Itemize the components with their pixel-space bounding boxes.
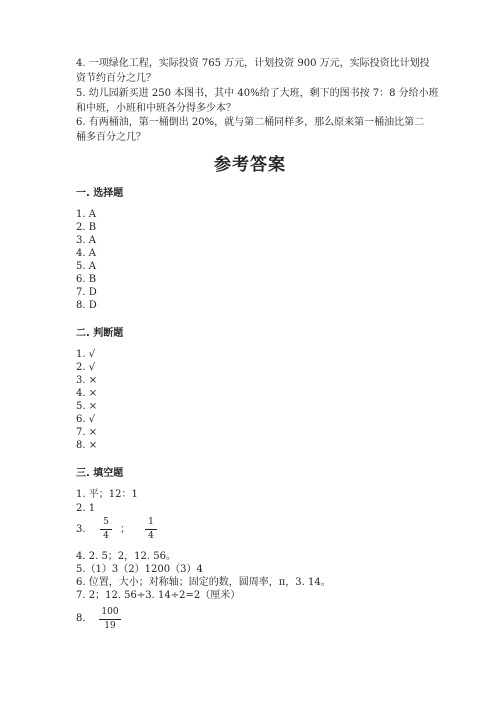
- section-heading-choice: 一. 选择题: [76, 188, 124, 199]
- fill-answer-3-prefix: 3.: [76, 524, 86, 535]
- fill-answer-1: 1. 平；12：1: [76, 489, 138, 500]
- page-title: 参考答案: [214, 155, 286, 175]
- choice-answer-7: 7. D: [76, 287, 97, 298]
- section-heading-judge: 二. 判断题: [76, 328, 124, 339]
- fill-answer-6: 6. 位置，大小；对称轴；固定的数，圆周率，π，3. 14。: [76, 577, 331, 588]
- judge-answer-2: 2. √: [76, 362, 96, 373]
- fill-answer-2: 2. 1: [76, 503, 96, 514]
- problem-5-line-2: 和中班，小班和中班各分得多少本？: [76, 103, 236, 114]
- problem-6-line-2: 桶多百分之几？: [76, 132, 146, 143]
- judge-answer-6: 6. √: [76, 414, 96, 425]
- choice-answer-6: 6. B: [76, 274, 97, 285]
- fraction-3-numerator: 100: [101, 607, 119, 617]
- choice-answer-1: 1. A: [76, 209, 96, 220]
- fill-answer-3-fraction-1: [100, 517, 112, 542]
- fill-answer-7: 7. 2；12. 56÷3. 14÷2=2（厘米）: [76, 590, 241, 601]
- fraction-3-bar: [99, 619, 121, 620]
- fraction-2-numerator: 1: [148, 517, 154, 527]
- choice-answer-8: 8. D: [76, 300, 97, 311]
- fraction-2-denominator: 4: [148, 531, 154, 541]
- problem-6-line-1: 6. 有两桶油，第一桶倒出 20%，就与第二桶同样多，那么原来第一桶油比第二: [76, 117, 425, 128]
- judge-answer-1: 1. √: [76, 349, 96, 360]
- choice-answer-3: 3. A: [76, 235, 96, 246]
- fraction-1-bar: [100, 529, 112, 530]
- fraction-3-denominator: 19: [104, 621, 116, 631]
- choice-answer-4: 4. A: [76, 248, 96, 259]
- problem-4-line-1: 4. 一项绿化工程，实际投资 765 万元，计划投资 900 万元，实际投资比计划投: [76, 58, 430, 69]
- fill-answer-5: 5.（1）3（2）1200（3）4: [76, 564, 203, 575]
- problem-4-line-2: 资节约百分之几？: [76, 73, 156, 84]
- fraction-2-bar: [145, 529, 157, 530]
- fill-answer-8-fraction: [99, 607, 121, 632]
- judge-answer-3: 3. ×: [76, 375, 98, 386]
- judge-answer-7: 7. ×: [76, 427, 98, 438]
- fill-answer-3-separator: ；: [120, 524, 130, 535]
- choice-answer-2: 2. B: [76, 222, 97, 233]
- judge-answer-8: 8. ×: [76, 440, 98, 451]
- fill-answer-4: 4. 2. 5；2，12. 56。: [76, 551, 176, 562]
- judge-answer-4: 4. ×: [76, 388, 98, 399]
- fraction-1-numerator: 5: [103, 517, 109, 527]
- section-heading-fill: 三. 填空题: [76, 468, 124, 479]
- judge-answer-5: 5. ×: [76, 401, 98, 412]
- fill-answer-3-fraction-2: [145, 517, 157, 542]
- fill-answer-8-prefix: 8.: [76, 613, 86, 624]
- choice-answer-5: 5. A: [76, 261, 96, 272]
- problem-5-line-1: 5. 幼儿园新买进 250 本图书，其中 40%给了大班，剩下的图书按 7：8 分给小班: [76, 88, 439, 99]
- fraction-1-denominator: 4: [103, 531, 109, 541]
